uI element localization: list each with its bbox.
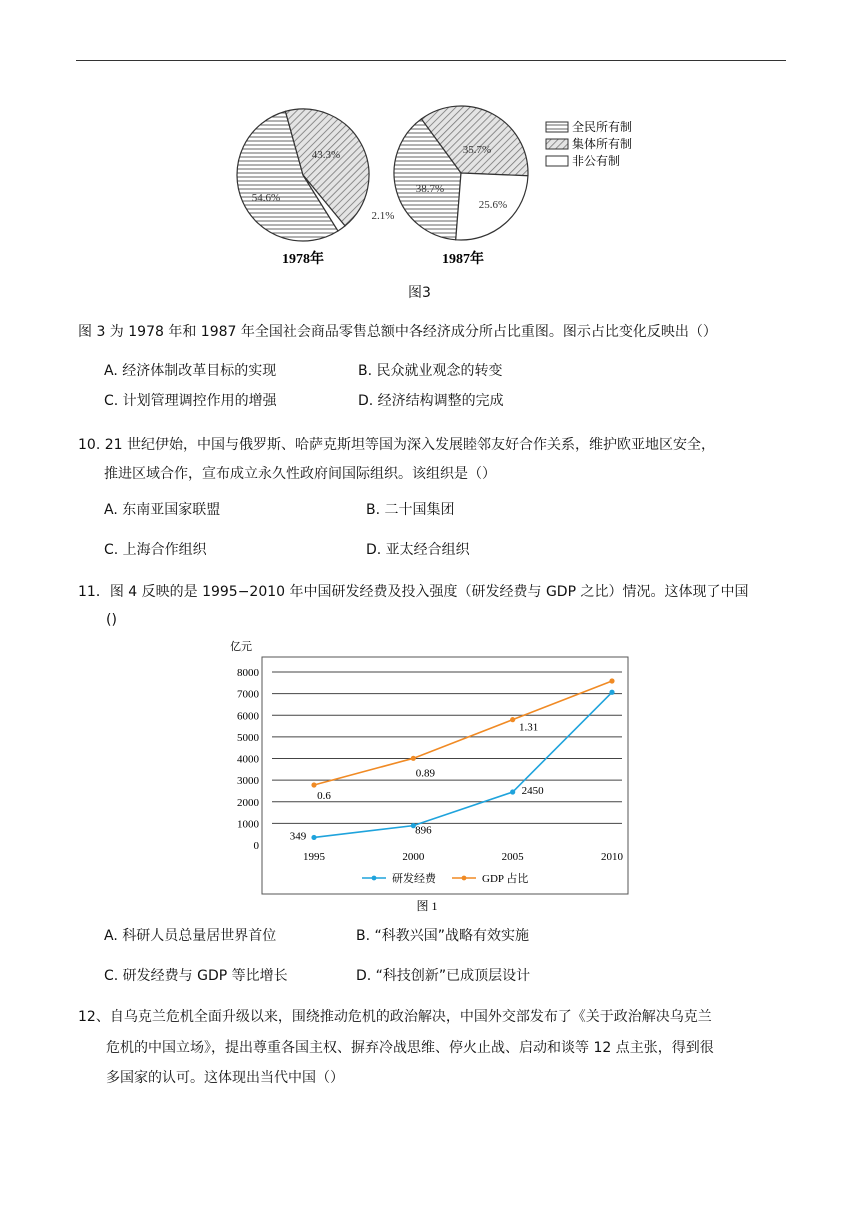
pie-slice-label: 25.6% (478, 199, 508, 211)
chart-x-tick-label: 2005 (501, 851, 524, 863)
pie-year-1978: 1978年 (282, 252, 324, 267)
legend-label-collective: 集体所有制 (572, 137, 633, 151)
q10-option-b[interactable]: B. 二十国集团 (366, 502, 455, 518)
pie-chart-1987年 (394, 106, 528, 240)
chart-series-line (314, 681, 612, 785)
question-9-stem: 图 3 为 1978 年和 1987 年全国社会商品零售总额中各经济成分所占比重图。图示占比变化反映出（） (78, 324, 717, 340)
chart-data-point (609, 690, 614, 695)
pie-slice-label: 38.7% (415, 183, 445, 195)
chart-y-tick-label: 5000 (237, 731, 259, 744)
header-rule (76, 60, 786, 61)
question-11-line-2: () (106, 612, 117, 628)
chart-y-tick-label: 7000 (237, 688, 259, 701)
chart-legend-label: 研发经费 (392, 873, 436, 885)
legend-swatch-state-owned (546, 122, 568, 132)
chart-data-point (510, 789, 515, 794)
figure-line-chart (222, 638, 642, 918)
q9-option-a[interactable]: A. 经济体制改革目标的实现 (104, 363, 277, 379)
figure-3-pie-charts (220, 95, 680, 270)
chart-data-label: 1.31 (519, 721, 539, 734)
legend-swatch-collective (546, 139, 568, 149)
chart-data-label: 2450 (521, 785, 544, 798)
chart-data-point (311, 835, 316, 840)
chart-y-tick-label: 1000 (237, 818, 259, 831)
chart-y-unit-label: 亿元 (230, 641, 252, 653)
q11-option-d[interactable]: D. “科技创新”已成顶层设计 (356, 968, 531, 984)
chart-y-tick-label: 3000 (237, 775, 259, 788)
chart-x-tick-label: 2000 (402, 851, 425, 863)
q11-option-b[interactable]: B. “科教兴国”战略有效实施 (356, 928, 530, 944)
chart-x-tick-label: 1995 (303, 851, 325, 863)
chart-y-tick-label: 6000 (237, 710, 259, 723)
chart-caption: 图 1 (416, 899, 438, 913)
figure-3-caption: 图3 (408, 285, 431, 301)
pie-legend (546, 119, 632, 168)
chart-data-point (411, 756, 416, 761)
chart-legend-label: GDP 占比 (482, 873, 529, 885)
chart-legend-marker (462, 876, 467, 881)
q9-option-d[interactable]: D. 经济结构调整的完成 (358, 393, 504, 409)
chart-legend-marker (372, 876, 377, 881)
q11-option-a[interactable]: A. 科研人员总量居世界首位 (104, 928, 277, 944)
pie-slice-label: 43.3% (311, 149, 341, 161)
chart-data-point (609, 678, 614, 683)
legend-swatch-non-public (546, 156, 568, 166)
q10-option-c[interactable]: C. 上海合作组织 (104, 542, 207, 558)
pie-slice-label: 2.1% (371, 210, 395, 222)
q10-option-d[interactable]: D. 亚太经合组织 (366, 542, 470, 558)
question-10-line-1: 10. 21 世纪伊始，中国与俄罗斯、哈萨克斯坦等国为深入发展睦邻友好合作关系，维护欧亚地区安全， (78, 437, 715, 453)
question-11-line-1: 11．图 4 反映的是 1995−2010 年中国研发经费及投入强度（研发经费与 GDP 之比）情况。这体现了中国 (78, 584, 749, 600)
pie-year-1987: 1987年 (442, 252, 484, 267)
question-12-line-1: 12、自乌克兰危机全面升级以来，围绕推动危机的政治解决，中国外交部发布了《关于政治解决乌克兰 (78, 1009, 712, 1025)
chart-data-point (510, 717, 515, 722)
chart-data-point (311, 782, 316, 787)
pie-slice-label: 54.6% (251, 192, 281, 204)
chart-series-line (314, 692, 612, 837)
chart-data-label: 0.89 (415, 767, 435, 780)
question-12-line-3: 多国家的认可。这体现出当代中国（） (106, 1070, 344, 1086)
pie-chart-1978年 (237, 109, 394, 241)
q9-option-b[interactable]: B. 民众就业观念的转变 (358, 363, 503, 379)
chart-y-tick-label: 4000 (237, 753, 259, 766)
chart-data-label: 896 (415, 824, 432, 837)
chart-data-label: 0.6 (317, 790, 331, 802)
chart-y-tick-label: 2000 (237, 796, 259, 809)
legend-label-state-owned: 全民所有制 (572, 120, 633, 134)
q9-option-c[interactable]: C. 计划管理调控作用的增强 (104, 393, 277, 409)
question-10-line-2: 推进区域合作，宣布成立永久性政府间国际组织。该组织是（） (104, 466, 496, 482)
q11-option-c[interactable]: C. 研发经费与 GDP 等比增长 (104, 968, 288, 984)
question-12-line-2: 危机的中国立场》，提出尊重各国主权、摒弃冷战思维、停火止战、启动和谈等 12 点主张，得到很 (106, 1040, 714, 1056)
chart-x-tick-label: 2010 (601, 851, 623, 863)
chart-data-label: 349 (289, 830, 307, 843)
chart-y-tick-label: 0 (253, 840, 259, 852)
q10-option-a[interactable]: A. 东南亚国家联盟 (104, 502, 221, 518)
pie-slice-label: 35.7% (462, 144, 492, 156)
legend-label-non-public: 非公有制 (572, 154, 621, 168)
chart-y-tick-label: 8000 (237, 667, 259, 679)
